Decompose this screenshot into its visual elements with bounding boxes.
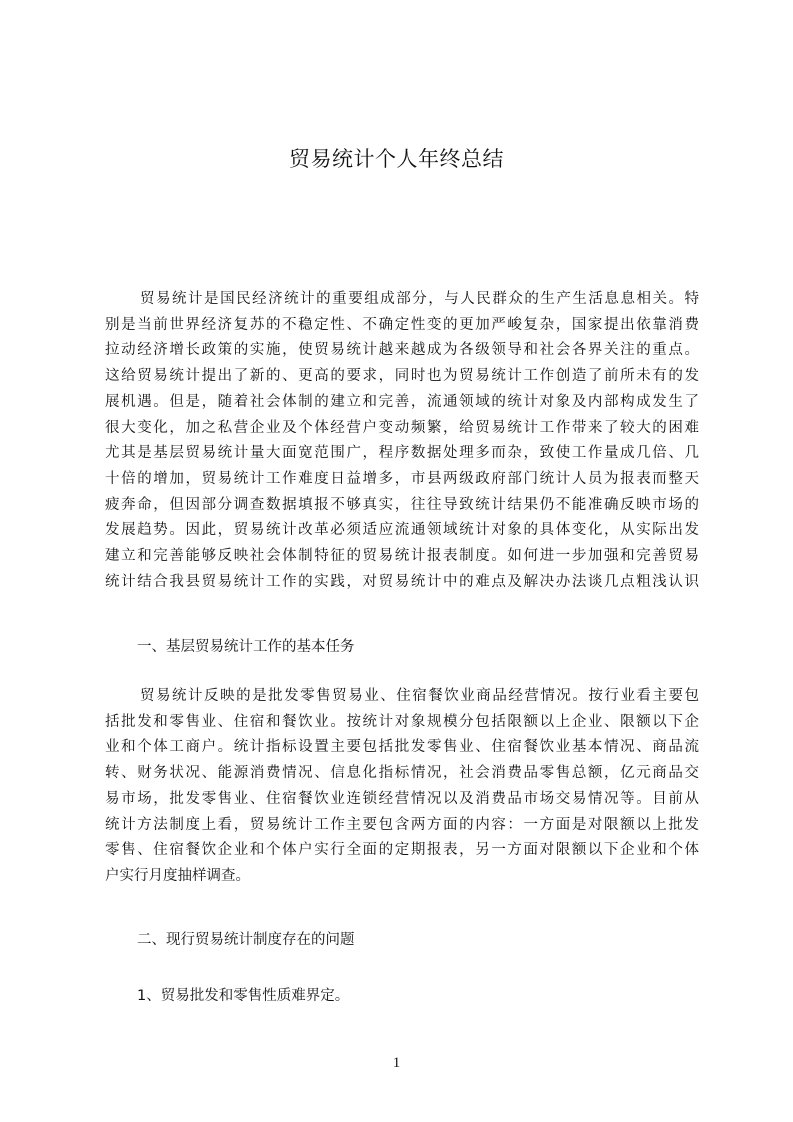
- text-line: 易市场，批发零售业、住宿餐饮业连锁经营情况以及消费品市场交易情况等。目前从: [105, 790, 699, 807]
- text-line: 建立和完善能够反映社会体制特征的贸易统计报表制度。如何进一步加强和完善贸易: [105, 548, 699, 565]
- text-line: 括批发和零售业、住宿和餐饮业。按统计对象规模分包括限额以上企业、限额以下企: [105, 713, 699, 730]
- text-line: 发展趋势。因此，贸易统计改革必须适应流通领域统计对象的具体变化，从实际出发: [105, 522, 699, 539]
- text-line: 十倍的增加，贸易统计工作难度日益增多，市县两级政府部门统计人员为报表而整天: [105, 470, 699, 487]
- text-line: 很大变化，加之私营企业及个体经营户变动频繁，给贸易统计工作带来了较大的困难: [105, 419, 699, 436]
- text-line: 业和个体工商户。统计指标设置主要包括批发零售业、住宿餐饮业基本情况、商品流: [105, 739, 699, 756]
- text-line: 这给贸易统计提出了新的、更高的要求，同时也为贸易统计工作创造了前所未有的发: [105, 368, 699, 385]
- text-line: 转、财务状况、能源消费情况、信息化指标情况，社会消费品零售总额，亿元商品交: [105, 765, 699, 782]
- section1-paragraph: [105, 684, 699, 890]
- section2-heading: 二、现行贸易统计制度存在的问题: [137, 932, 355, 948]
- section2-subheading: 1、贸易批发和零售性质难界定。: [137, 988, 350, 1004]
- text-line: 贸易统计是国民经济统计的重要组成部分，与人民群众的生产生活息息相关。特: [140, 291, 699, 307]
- text-line: 展机遇。但是，随着社会体制的建立和完善，流通领域的统计对象及内部构成发生了: [105, 393, 699, 410]
- text-line: 零售、住宿餐饮企业和个体户实行全面的定期报表，另一方面对限额以下企业和个体: [105, 842, 699, 859]
- page-number: 1: [392, 1055, 401, 1071]
- text-line: 别是当前世界经济复苏的不稳定性、不确定性变的更加严峻复杂，国家提出依靠消费: [105, 316, 699, 333]
- text-line: 贸易统计反映的是批发零售贸易业、住宿餐饮业商品经营情况。按行业看主要包: [140, 688, 699, 704]
- text-line: 统计方法制度上看，贸易统计工作主要包含两方面的内容：一方面是对限额以上批发: [105, 816, 699, 833]
- text-line: 户实行月度抽样调查。: [105, 867, 250, 884]
- section1-heading: 一、基层贸易统计工作的基本任务: [137, 639, 355, 655]
- text-line: 疲奔命，但因部分调查数据填报不够真实，往往导致统计结果仍不能准确反映市场的: [105, 496, 699, 513]
- document-title: 贸易统计个人年终总结: [289, 147, 504, 171]
- text-line: 统计结合我县贸易统计工作的实践，对贸易统计中的难点及解决办法谈几点粗浅认识: [105, 573, 699, 590]
- intro-paragraph: [105, 287, 699, 595]
- text-line: 拉动经济增长政策的实施，使贸易统计越来越成为各级领导和社会各界关注的重点。: [105, 342, 699, 359]
- text-line: 尤其是基层贸易统计量大面宽范围广，程序数据处理多而杂，致使工作量成几倍、几: [105, 445, 699, 462]
